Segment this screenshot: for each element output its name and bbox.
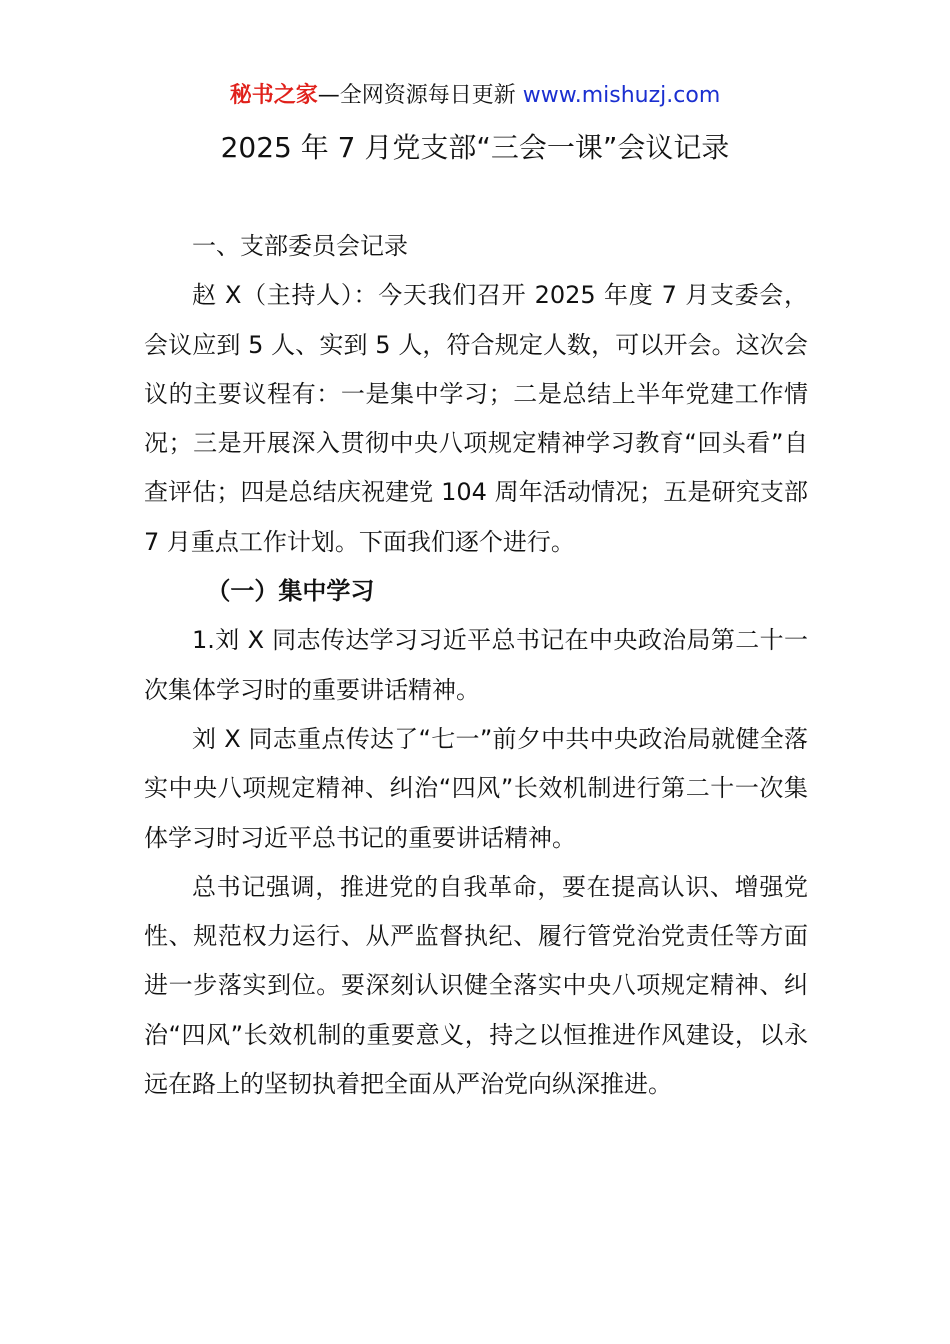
paragraph-opening-remarks: 赵 X（主持人）：今天我们召开 2025 年度 7 月支委会，会议应到 5 人、实到 5 人，符合规定人数，可以开会。这次会议的主要议程有：一是集中学习；二是总结上半年党建工作情况；三是开展深入贯彻中央八项规定精神学习教育“回头看”自查评估；四是总结庆祝建党 104 周年活动情况；五是研究支部 7 月重点工作计划。下面我们逐个进行。 (144, 281, 808, 556)
paragraph-study-item: 1.刘 X 同志传达学习习近平总书记在中央政治局第二十一次集体学习时的重要讲话精神。 (144, 626, 808, 704)
subsection-heading: （一）集中学习 (206, 577, 375, 606)
section-heading: 一、支部委员会记录 (192, 232, 408, 260)
document-title: 2025 年 7 月党支部“三会一课”会议记录 (220, 131, 730, 164)
site-banner (0, 80, 950, 112)
site-tagline: —全网资源每日更新 (317, 83, 516, 108)
site-url-link[interactable]: www.mishuzj.com (522, 83, 721, 108)
site-brand: 秘书之家 (229, 83, 318, 108)
paragraph-speech-content: 总书记强调，推进党的自我革命，要在提高认识、增强党性、规范权力运行、从严监督执纪、履行管党治党责任等方面进一步落实到位。要深刻认识健全落实中央八项规定精神、纠治“四风”长效机制的重要意义，持之以恒推进作风建设，以永远在路上的坚韧执着把全面从严治党向纵深推进。 (144, 872, 808, 1099)
document-body (144, 222, 808, 1109)
paragraph-study-summary: 刘 X 同志重点传达了“七一”前夕中共中央政治局就健全落实中央八项规定精神、纠治“四风”长效机制进行第二十一次集体学习时习近平总书记的重要讲话精神。 (144, 724, 808, 852)
